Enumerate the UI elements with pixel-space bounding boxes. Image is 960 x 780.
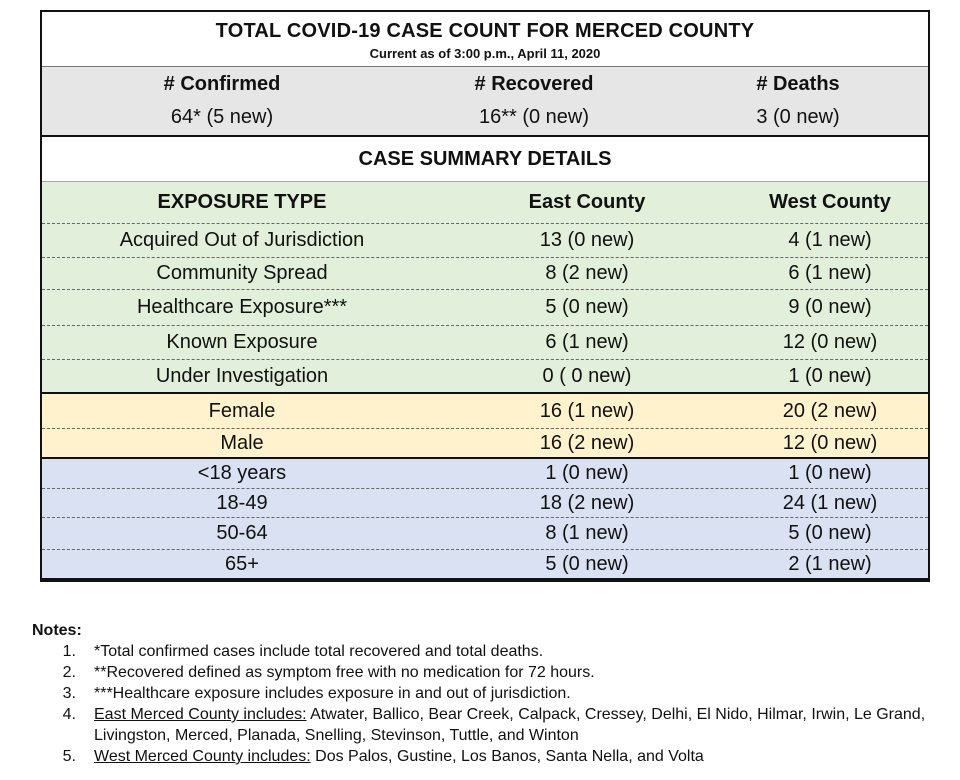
row-label: <18 years (197, 462, 287, 484)
table-row (42, 429, 928, 459)
summary-title: CASE SUMMARY DETAILS (42, 137, 928, 182)
east-county-value: 0 ( 0 new) (542, 364, 632, 387)
row-label: Healthcare Exposure*** (136, 296, 348, 318)
column-header-west: West County (769, 191, 891, 213)
table-row (42, 518, 928, 550)
note-item (32, 662, 932, 683)
east-county-value: 5 (0 new) (545, 296, 629, 318)
age-rows (42, 459, 928, 580)
deaths-label: # Deaths (756, 73, 840, 95)
note-number: 2. (62, 664, 76, 681)
row-label: 18-49 (216, 491, 268, 514)
east-county-value: 6 (1 new) (545, 331, 629, 353)
note-body: Atwater, Ballico, Bear Creek, Calpack, Cressey, Delhi, El Nido, Hilmar, Irwin, Le Grand, Livingston, Merced, Planada, Snelling, Stevinson, Tuttle, and Winton (94, 706, 926, 744)
note-number: 4. (62, 706, 76, 723)
title-block (42, 12, 928, 67)
column-header-east: East County (528, 191, 646, 213)
row-label: 65+ (225, 552, 259, 575)
note-text (94, 683, 932, 704)
table-row (42, 550, 928, 580)
note-body: *Total confirmed cases include total recovered and total deaths. (94, 643, 544, 660)
row-label: Known Exposure (166, 331, 318, 353)
notes-section (32, 620, 932, 767)
west-county-value: 20 (2 new) (782, 399, 878, 422)
report-title: TOTAL COVID-19 CASE COUNT FOR MERCED COUNTY (215, 20, 755, 42)
table-row (42, 360, 928, 394)
east-county-value: 8 (2 new) (545, 262, 629, 284)
deaths-total (658, 67, 938, 129)
east-county-value: 8 (1 new) (545, 522, 629, 544)
note-body: **Recovered defined as symptom free with no medication for 72 hours. (94, 664, 595, 681)
row-label: Under Investigation (155, 364, 329, 387)
recovered-total (394, 67, 674, 129)
notes-heading: Notes: (32, 622, 82, 639)
confirmed-total (82, 67, 362, 129)
note-item (32, 704, 932, 746)
note-item (32, 746, 932, 767)
note-text (94, 704, 932, 746)
recovered-label: # Recovered (474, 73, 594, 95)
deaths-value: 3 (0 new) (756, 106, 840, 128)
note-text (94, 662, 932, 683)
west-county-value: 12 (0 new) (782, 431, 878, 454)
column-header-exposure: EXPOSURE TYPE (157, 191, 327, 213)
table-row (42, 394, 928, 429)
note-text (94, 746, 932, 767)
note-number: 3. (62, 685, 76, 702)
note-number: 1. (62, 643, 76, 660)
note-body: Dos Palos, Gustine, Los Banos, Santa Nella, and Volta (310, 748, 704, 765)
note-text (94, 641, 932, 662)
note-underlined-heading: West Merced County includes: (94, 748, 311, 765)
east-county-value: 1 (0 new) (545, 462, 629, 484)
exposure-rows (42, 224, 928, 394)
east-county-value: 5 (0 new) (545, 552, 629, 575)
east-county-value: 16 (1 new) (539, 399, 635, 422)
note-item (32, 683, 932, 704)
note-body: ***Healthcare exposure includes exposure in and out of jurisdiction. (94, 685, 571, 702)
notes-list (32, 641, 932, 767)
east-county-value: 18 (2 new) (539, 491, 635, 514)
table-row (42, 459, 928, 489)
row-label: Male (220, 431, 264, 454)
case-count-report (40, 10, 930, 582)
row-label: Acquired Out of Jurisdiction (119, 229, 365, 251)
east-county-value: 13 (0 new) (539, 229, 635, 251)
west-county-value: 2 (1 new) (788, 552, 872, 575)
table-header (42, 182, 928, 224)
west-county-value: 24 (1 new) (782, 491, 878, 514)
west-county-value: 12 (0 new) (782, 331, 878, 353)
west-county-value: 6 (1 new) (788, 262, 872, 284)
gender-rows (42, 394, 928, 459)
confirmed-label: # Confirmed (163, 73, 281, 95)
recovered-value: 16** (0 new) (478, 106, 590, 128)
table-row (42, 290, 928, 326)
west-county-value: 9 (0 new) (788, 296, 872, 318)
west-county-value: 1 (0 new) (788, 462, 872, 484)
confirmed-value: 64* (5 new) (170, 106, 274, 128)
east-county-value: 16 (2 new) (539, 431, 635, 454)
table-row (42, 258, 928, 290)
table-row (42, 489, 928, 518)
table-row (42, 326, 928, 360)
row-label: 50-64 (216, 522, 268, 544)
totals-panel (42, 67, 928, 137)
row-label: Female (208, 399, 276, 422)
note-number: 5. (62, 748, 76, 765)
west-county-value: 5 (0 new) (788, 522, 872, 544)
row-label: Community Spread (156, 262, 328, 284)
report-subtitle: Current as of 3:00 p.m., April 11, 2020 (369, 46, 601, 61)
note-item (32, 641, 932, 662)
west-county-value: 4 (1 new) (788, 229, 872, 251)
note-underlined-heading: East Merced County includes: (94, 706, 307, 723)
west-county-value: 1 (0 new) (788, 364, 872, 387)
table-row (42, 224, 928, 258)
